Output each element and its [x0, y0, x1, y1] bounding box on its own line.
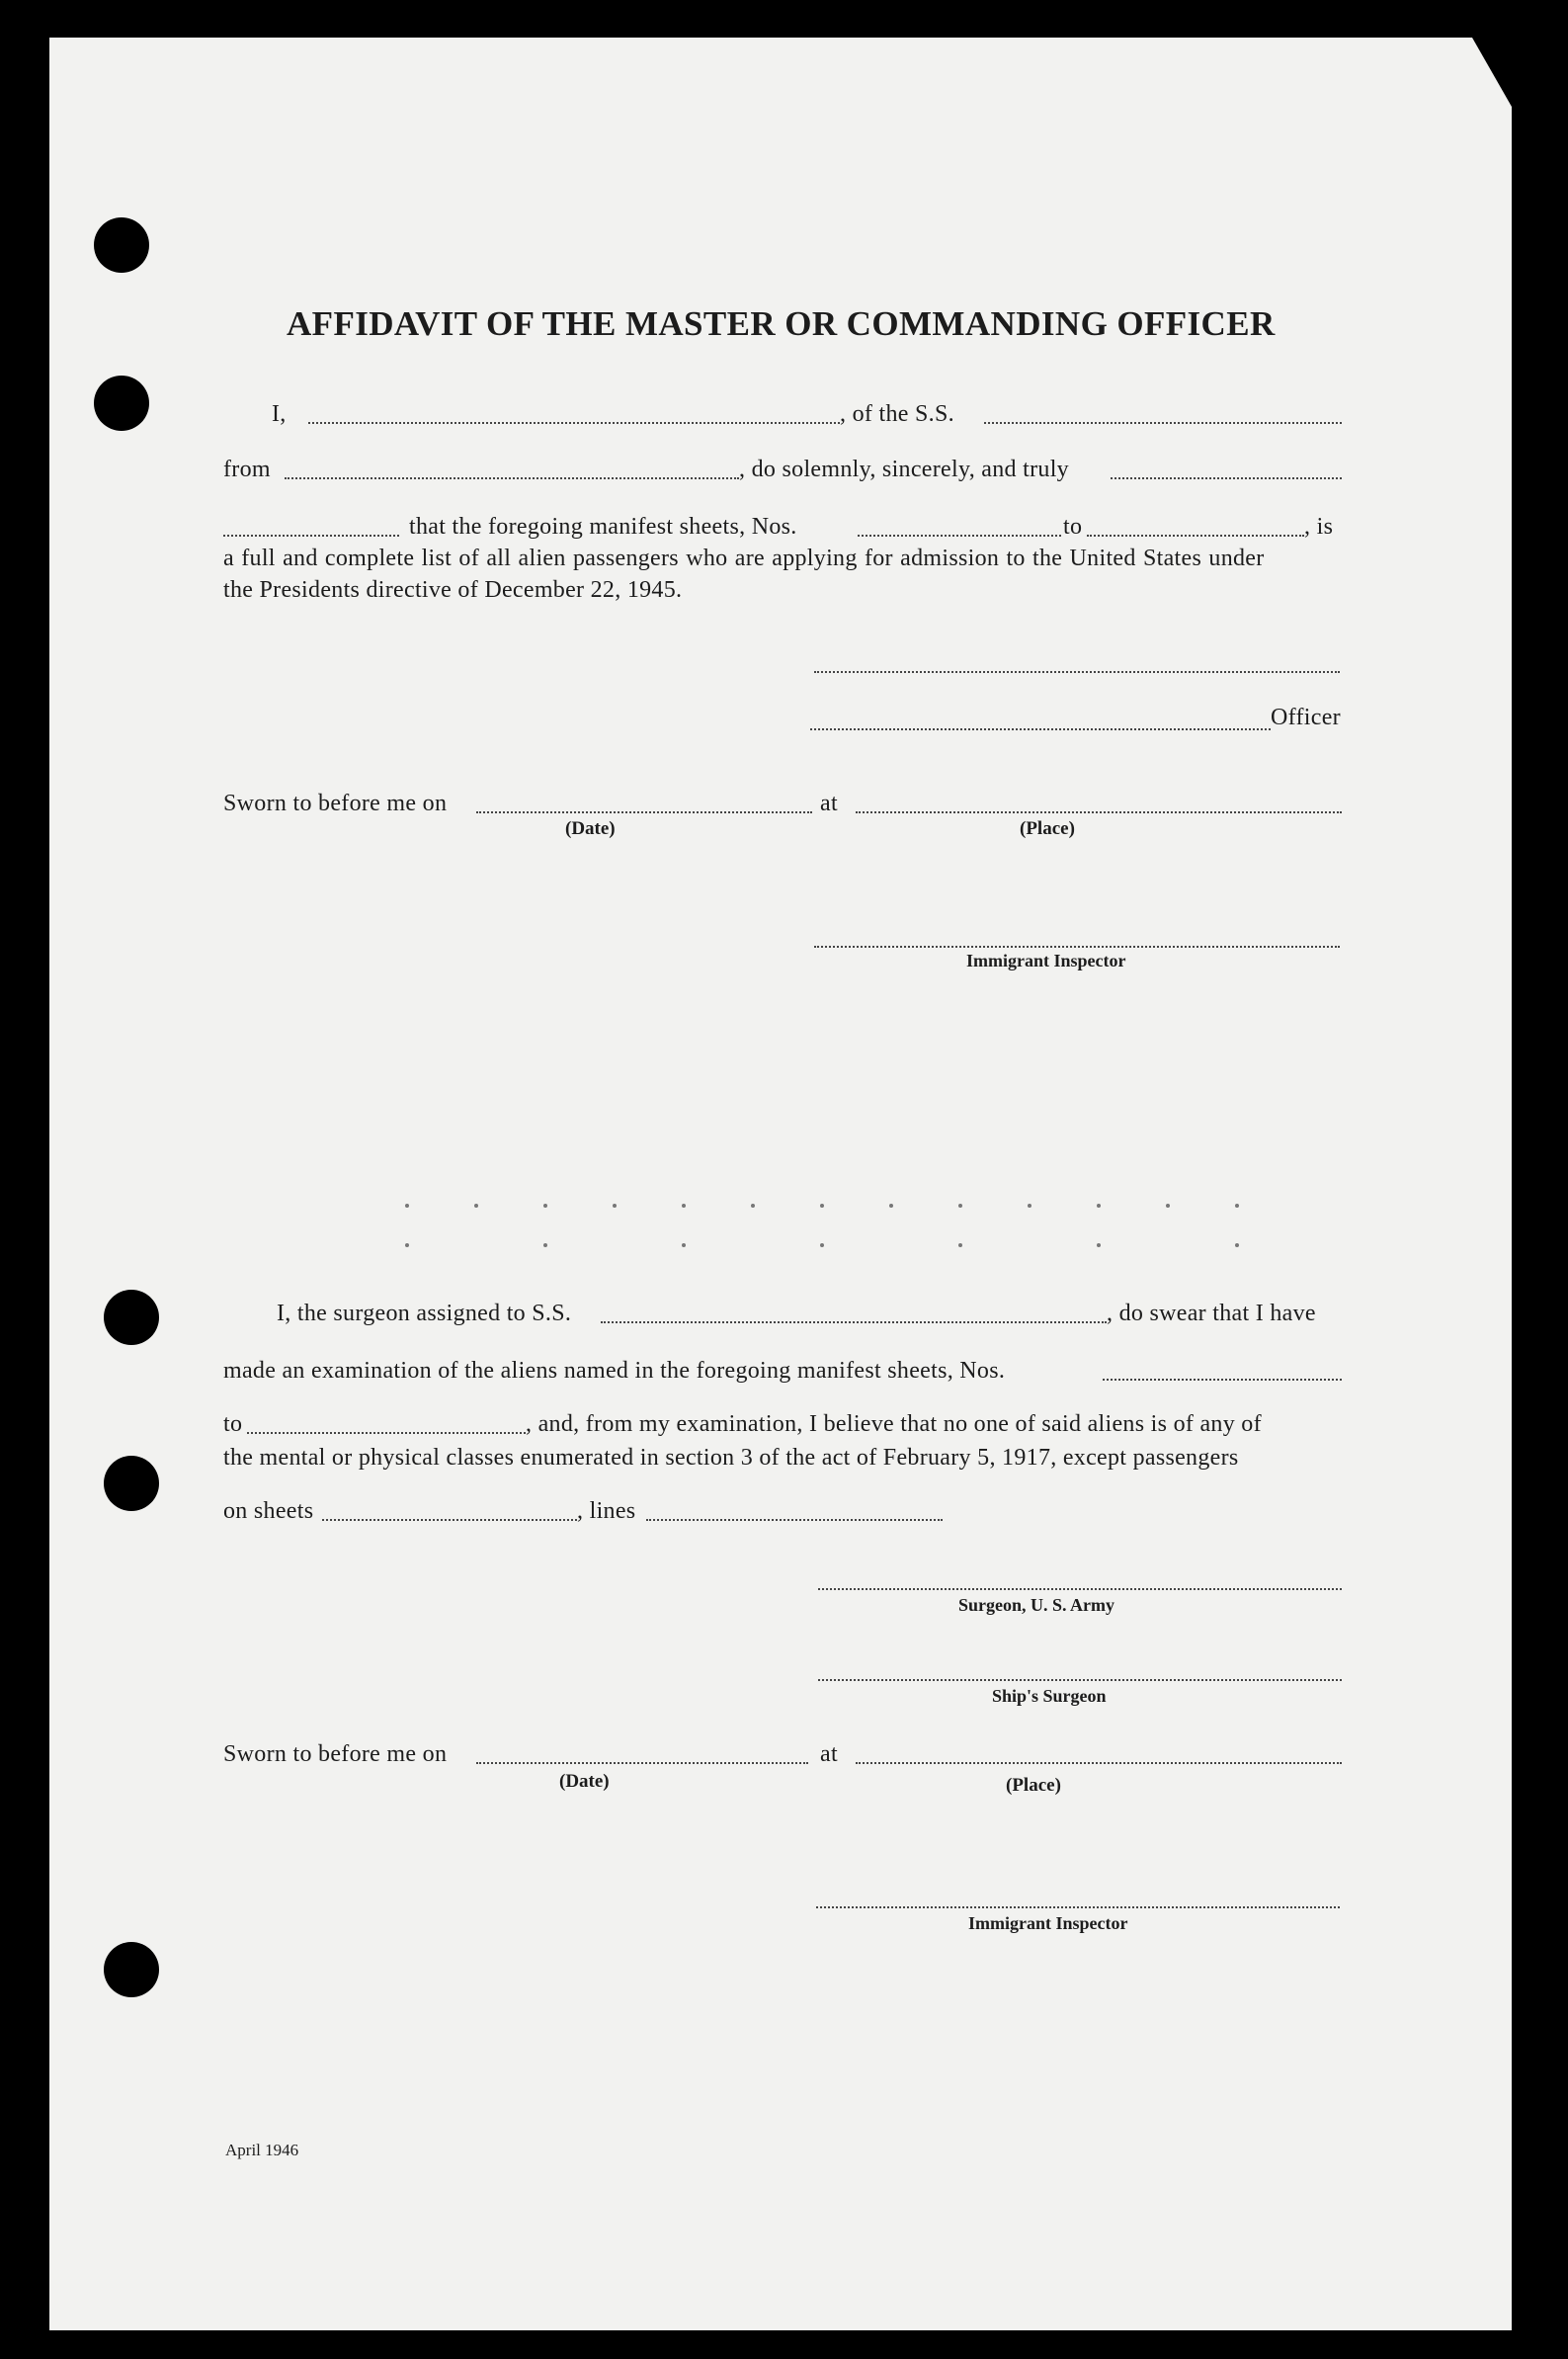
- master-at-label: at: [820, 791, 838, 816]
- surgeon-lines-field[interactable]: [646, 1516, 943, 1521]
- master-inspector-label: Immigrant Inspector: [966, 951, 1126, 970]
- speck: [1028, 1204, 1032, 1208]
- speck: [751, 1204, 755, 1208]
- speck: [613, 1204, 617, 1208]
- army-surgeon-signature-line[interactable]: [818, 1585, 1342, 1590]
- speck: [958, 1243, 962, 1247]
- ships-surgeon-label: Ship's Surgeon: [992, 1686, 1107, 1706]
- surgeon-swear-text: , do swear that I have: [1107, 1301, 1316, 1326]
- master-sworn-label: Sworn to before me on: [223, 791, 448, 816]
- form-page: [49, 38, 1512, 2330]
- speck: [958, 1204, 962, 1208]
- surgeon-at-label: at: [820, 1741, 838, 1767]
- master-nos-to-field[interactable]: [1087, 532, 1304, 537]
- master-inspector-signature-line[interactable]: [814, 943, 1340, 948]
- surgeon-sheets-label: on sheets: [223, 1498, 314, 1524]
- speck: [1097, 1243, 1101, 1247]
- master-i-label: I,: [272, 401, 287, 427]
- master-ss-label: , of the S.S.: [840, 401, 954, 427]
- speck: [1097, 1204, 1101, 1208]
- speck: [1166, 1204, 1170, 1208]
- master-date-caption: (Date): [565, 818, 616, 839]
- surgeon-sworn-place-field[interactable]: [856, 1759, 1342, 1764]
- master-manifest-text: that the foregoing manifest sheets, Nos.: [409, 514, 797, 540]
- surgeon-classes-text: the mental or physical classes enumerated in section 3 of the act of February 5, 1917, except passengers: [223, 1445, 1239, 1471]
- army-surgeon-label: Surgeon, U. S. Army: [958, 1595, 1115, 1615]
- speck: [889, 1204, 893, 1208]
- punch-hole: [104, 1290, 159, 1345]
- surgeon-nos-from-field[interactable]: [1103, 1376, 1342, 1381]
- speck: [682, 1204, 686, 1208]
- surgeon-nos-to-field[interactable]: [247, 1429, 526, 1434]
- punch-hole: [94, 376, 149, 431]
- surgeon-sheets-field[interactable]: [322, 1516, 577, 1521]
- ships-surgeon-signature-line[interactable]: [818, 1676, 1342, 1681]
- master-oath-field[interactable]: [1111, 474, 1342, 479]
- master-nos-from-field[interactable]: [858, 532, 1061, 537]
- surgeon-place-caption: (Place): [1006, 1775, 1061, 1796]
- master-signature-line[interactable]: [814, 668, 1340, 673]
- master-name-field[interactable]: [308, 419, 840, 424]
- punch-hole: [104, 1942, 159, 1997]
- speck: [405, 1243, 409, 1247]
- speck: [543, 1204, 547, 1208]
- surgeon-sworn-date-field[interactable]: [476, 1759, 808, 1764]
- surgeon-inspector-signature-line[interactable]: [816, 1903, 1340, 1908]
- surgeon-intro-text: I, the surgeon assigned to S.S.: [277, 1301, 572, 1326]
- officer-label: Officer: [1271, 705, 1341, 730]
- speck: [543, 1243, 547, 1247]
- speck: [474, 1204, 478, 1208]
- master-sworn-date-field[interactable]: [476, 808, 812, 813]
- speck: [1235, 1243, 1239, 1247]
- surgeon-ship-field[interactable]: [601, 1318, 1107, 1323]
- master-ship-field[interactable]: [984, 419, 1342, 424]
- form-revision-date: April 1946: [225, 2141, 299, 2159]
- speck: [405, 1204, 409, 1208]
- speck: [820, 1243, 824, 1247]
- master-place-caption: (Place): [1020, 818, 1075, 839]
- master-oath-field-2[interactable]: [223, 532, 399, 537]
- surgeon-lines-label: , lines: [577, 1498, 636, 1524]
- surgeon-to-label: to: [223, 1411, 243, 1437]
- master-sworn-place-field[interactable]: [856, 808, 1342, 813]
- master-to-label: to: [1063, 514, 1083, 540]
- master-is-text: , is: [1304, 514, 1334, 540]
- officer-signature-line[interactable]: [810, 725, 1271, 730]
- surgeon-date-caption: (Date): [559, 1771, 610, 1792]
- surgeon-belief-text: , and, from my examination, I believe that no one of said aliens is of any of: [526, 1411, 1262, 1437]
- speck: [682, 1243, 686, 1247]
- master-from-label: from: [223, 457, 271, 482]
- master-statement-line: a full and complete list of all alien passengers who are applying for admission to the United States under: [223, 546, 1265, 571]
- master-directive-line: the Presidents directive of December 22, 1945.: [223, 577, 683, 603]
- master-solemnly-text: , do solemnly, sincerely, and truly: [739, 457, 1069, 482]
- master-from-field[interactable]: [285, 474, 739, 479]
- speck: [820, 1204, 824, 1208]
- speck: [1235, 1204, 1239, 1208]
- surgeon-inspector-label: Immigrant Inspector: [968, 1913, 1128, 1933]
- punch-hole: [104, 1456, 159, 1511]
- punch-hole: [94, 217, 149, 273]
- surgeon-sworn-label: Sworn to before me on: [223, 1741, 448, 1767]
- form-title: AFFIDAVIT OF THE MASTER OR COMMANDING OFFICER: [287, 304, 1276, 343]
- surgeon-examination-text: made an examination of the aliens named in the foregoing manifest sheets, Nos.: [223, 1358, 1006, 1384]
